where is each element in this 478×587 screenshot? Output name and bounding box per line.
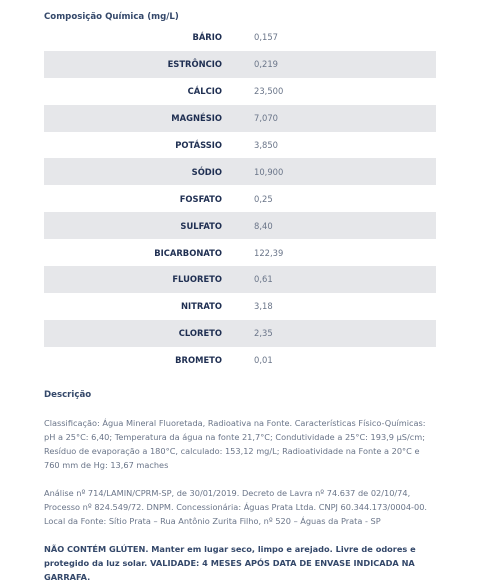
element-value: 7,070 — [254, 113, 278, 124]
element-name: NITRATO — [181, 301, 222, 312]
element-name: BÁRIO — [192, 32, 222, 43]
element-name: BROMETO — [175, 355, 222, 366]
element-name: POTÁSSIO — [175, 140, 222, 150]
table-row — [44, 24, 436, 51]
table-row — [44, 266, 436, 293]
description-title: Descrição — [44, 390, 92, 400]
element-value: 0,01 — [254, 355, 273, 366]
table-row — [44, 239, 436, 266]
element-value: 0,219 — [254, 59, 278, 70]
composition-title: Composição Química (mg/L) — [44, 12, 179, 22]
element-value: 2,35 — [254, 328, 273, 339]
table-row — [44, 158, 436, 185]
table-row — [44, 132, 436, 159]
element-name: SÓDIO — [191, 166, 222, 177]
table-row — [44, 212, 436, 239]
element-value: 8,40 — [254, 220, 273, 231]
element-name: FLUORETO — [172, 274, 222, 285]
table-row — [44, 320, 436, 347]
table-row — [44, 78, 436, 105]
description-warning: NÃO CONTÉM GLÚTEN. Manter em lugar seco, limpo e arejado. Livre de odores e protegido da luz solar. VALIDADE: 4 MESES APÓS DATA DE ENVASE INDICADA NA GARRAFA. — [44, 544, 416, 582]
description-analysis: Análise nº 714/LAMIN/CPRM-SP, de 30/01/2019. Decreto de Lavra nº 74.637 de 02/10/74, Processo nº 824.549/72. DNPM. Concessionária: Águas Prata Ltda. CNPJ 60.344.173/0004-00. Local da Fonte: Sítio Prata – Rua Antônio Zurita Filho, nº 520 – Águas da Prata - SP — [44, 488, 428, 526]
element-value: 10,900 — [254, 166, 284, 177]
element-name: BICARBONATO — [154, 247, 222, 258]
table-row — [44, 293, 436, 320]
element-value: 0,25 — [254, 193, 273, 204]
description-classification: Classificação: Água Mineral Fluoretada, Radioativa na Fonte. Características Físico-Químicas: pH a 25°C: 6,40; Temperatura da água na fonte 21,7°C; Condutividade a 25°C: 193,9 µS/cm; Resíduo de evaporação a 180°C, calculado: 153,12 mg/L; Radioatividade na Fonte a 20°C e 760 mm de Hg: 13,67 maches — [44, 418, 426, 470]
element-name: MAGNÉSIO — [171, 113, 222, 124]
element-value: 0,157 — [254, 32, 278, 43]
table-row — [44, 185, 436, 212]
composition-table — [44, 24, 436, 374]
element-value: 3,18 — [254, 301, 273, 312]
element-name: SULFATO — [180, 220, 222, 231]
element-value: 122,39 — [254, 247, 284, 258]
table-row — [44, 347, 436, 374]
element-name: CÁLCIO — [187, 86, 222, 97]
element-name: FOSFATO — [179, 193, 222, 204]
element-value: 0,61 — [254, 274, 273, 285]
table-row — [44, 105, 436, 132]
table-row — [44, 51, 436, 78]
element-name: CLORETO — [178, 328, 222, 339]
element-name: ESTRÔNCIO — [167, 59, 222, 70]
element-value: 3,850 — [254, 140, 278, 150]
element-value: 23,500 — [254, 86, 284, 97]
